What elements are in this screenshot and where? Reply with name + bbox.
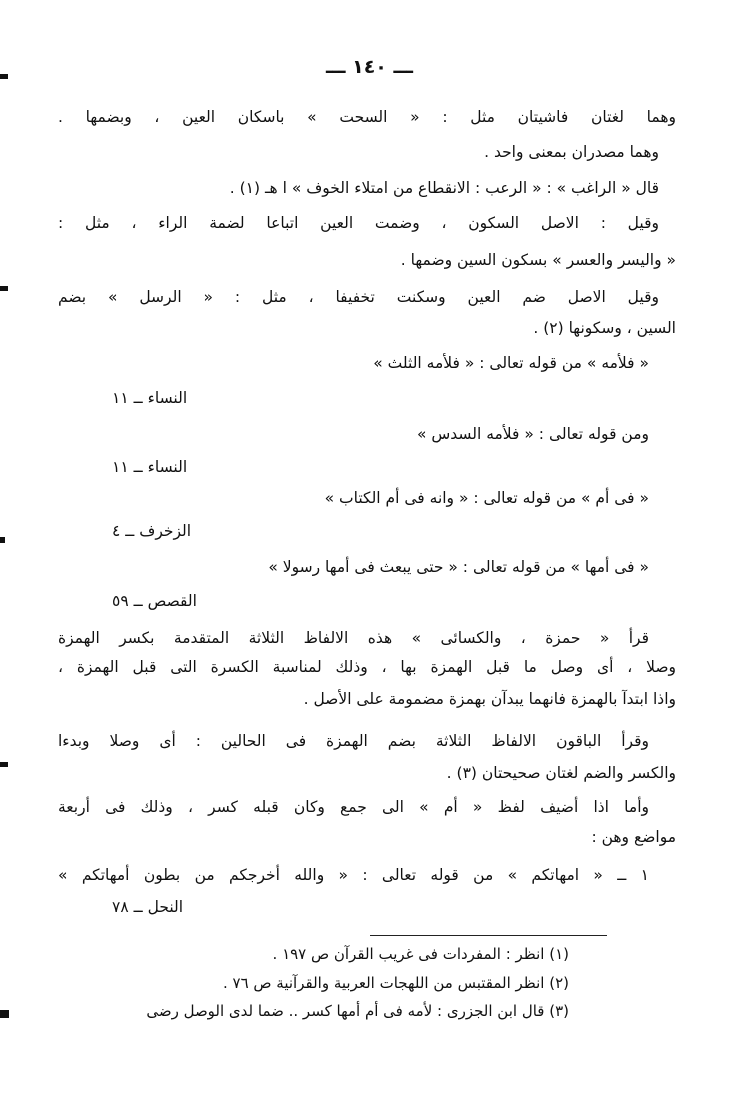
body-line: قال « الراغب » : « الرعب : الانقطاع من امتلاء الخوف » ا هـ (١) . (229, 179, 659, 197)
footnote: (٢) انظر المقتبس من اللهجات العربية والقرآنية ص ٧٦ . (222, 974, 569, 992)
body-line: « واليسر والعسر » بسكون السين وضمها . (400, 251, 676, 269)
body-line: وقيل : الاصل السكون ، وضمت العين اتباعا لضمة الراء ، مثل : (58, 214, 659, 232)
scan-margin-mark (0, 537, 5, 543)
scan-margin-mark (0, 762, 8, 767)
page-number: ـــ ١٤٠ ـــ (325, 56, 413, 78)
body-line: وصلا ، أى وصل ما قبل الهمزة بها ، وذلك لمناسبة الكسرة التى قبل الهمزة ، (58, 658, 676, 676)
quran-reference: الزخرف ــ ٤ (112, 522, 192, 540)
scan-margin-mark (0, 286, 8, 291)
quran-reference: القصص ــ ٥٩ (112, 592, 197, 610)
body-line: وهما مصدران بمعنى واحد . (484, 143, 659, 161)
body-line: ١ ــ « امهاتكم » من قوله تعالى : « والله أخرجكم من بطون أمهاتكم » (58, 866, 649, 884)
scan-margin-mark (0, 1010, 9, 1018)
footnote: (٣) قال ابن الجزرى : لأمه فى أم أمها كسر .. ضما لدى الوصل رضى (146, 1002, 569, 1020)
body-line: وقيل الاصل ضم العين وسكنت تخفيفا ، مثل : « الرسل » بضم (58, 288, 659, 306)
body-line: والكسر والضم لغتان صحيحتان (٣) . (446, 764, 676, 782)
body-line: السين ، وسكونها (٢) . (533, 319, 676, 337)
quran-reference: النساء ــ ١١ (112, 389, 188, 407)
footnote: (١) انظر : المفردات فى غريب القرآن ص ١٩٧ . (272, 945, 569, 963)
quran-reference: النحل ــ ٧٨ (112, 898, 184, 916)
body-line: وهما لغتان فاشيتان مثل : « السحت » باسكان العين ، وبضمها . (58, 108, 676, 126)
body-line: مواضع وهن : (591, 828, 676, 846)
footnote-divider (370, 935, 607, 936)
body-line: « فى أمها » من قوله تعالى : « حتى يبعث فى أمها رسولا » (268, 558, 649, 576)
body-line: وأما اذا أضيف لفظ « أم » الى جمع وكان قبله كسر ، وذلك فى أربعة (58, 798, 649, 816)
body-line: وقرأ الباقون الالفاظ الثلاثة بضم الهمزة فى الحالين : أى وصلا وبدءا (58, 732, 649, 750)
body-line: قرأ « حمزة ، والكسائى » هذه الالفاظ الثلاثة المتقدمة بكسر الهمزة (58, 629, 649, 647)
body-line: « فلأمه » من قوله تعالى : « فلأمه الثلث » (373, 354, 649, 372)
body-line: ومن قوله تعالى : « فلأمه السدس » (416, 425, 649, 443)
quran-reference: النساء ــ ١١ (112, 458, 188, 476)
body-line: واذا ابتدآ بالهمزة فانهما يبدآن بهمزة مضمومة على الأصل . (303, 690, 676, 708)
scan-margin-mark (0, 74, 8, 79)
body-line: « فى أم » من قوله تعالى : « وانه فى أم الكتاب » (324, 489, 649, 507)
